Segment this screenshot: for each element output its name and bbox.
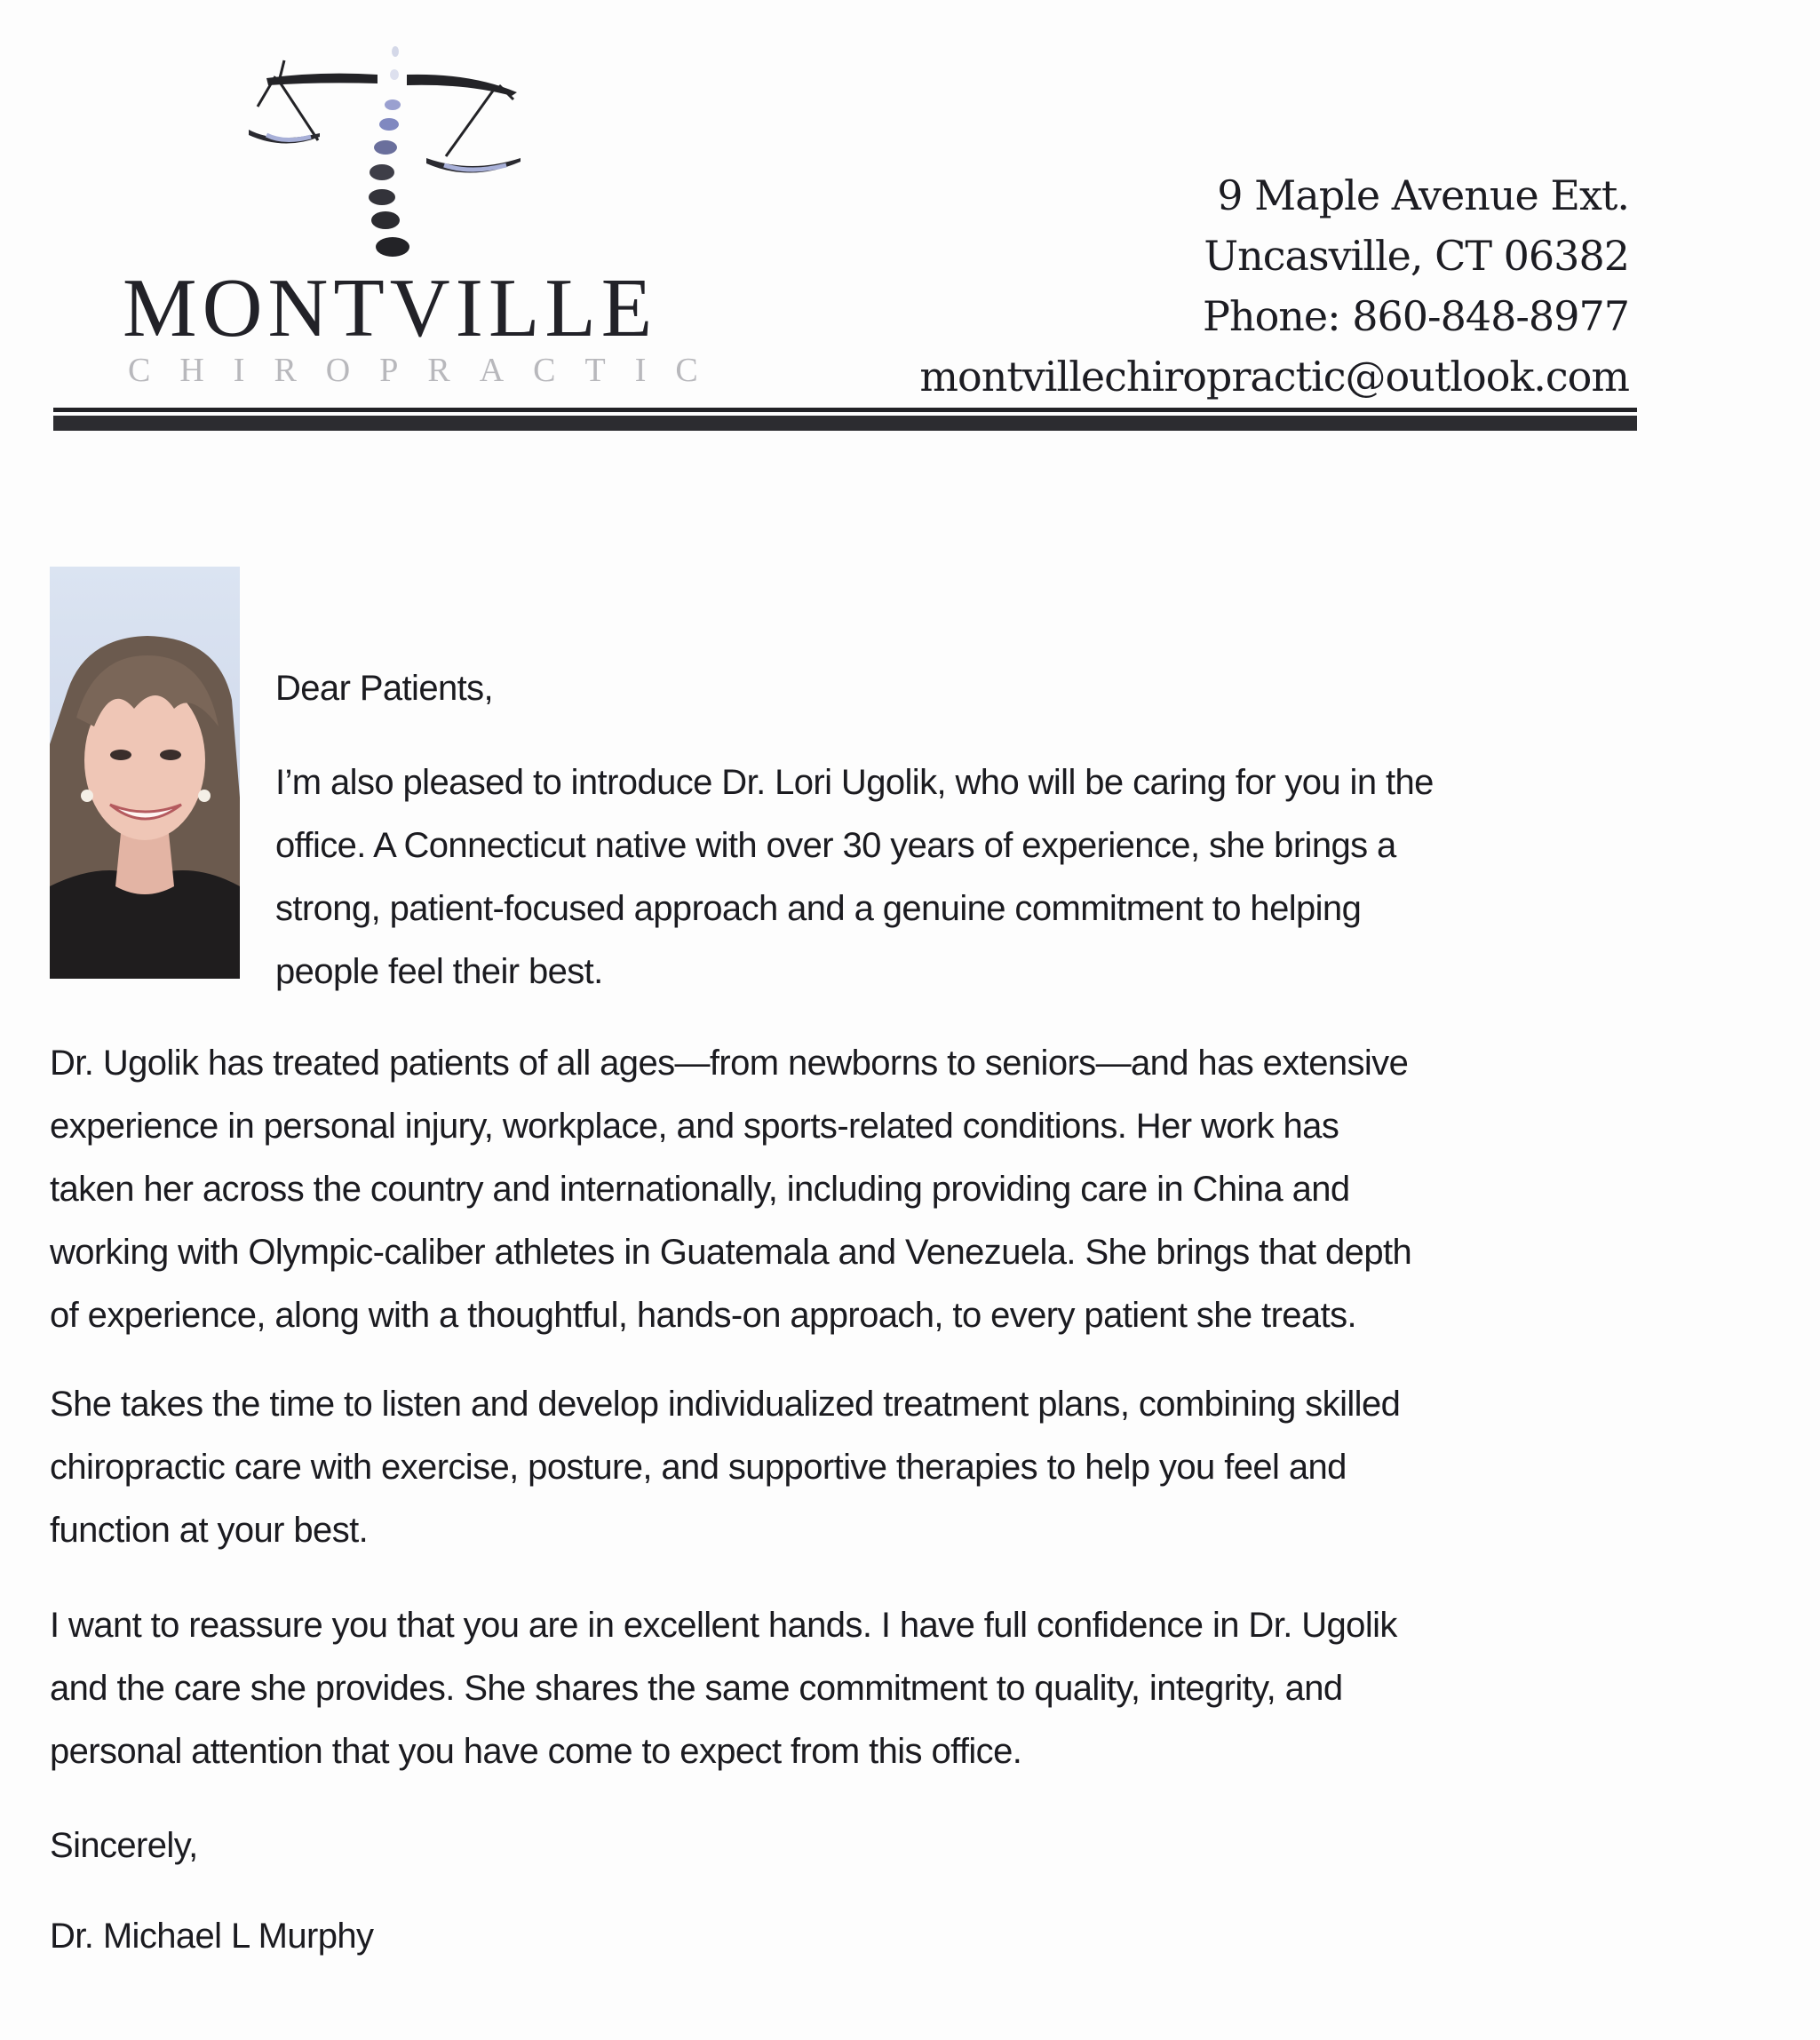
letter-paragraph-4 — [50, 1594, 1397, 1783]
logo-name: MONTVILLE — [123, 262, 658, 354]
letter-paragraph-3 — [50, 1373, 1400, 1562]
logo-subtitle: CHIROPRACTIC — [128, 352, 727, 389]
paragraph-line: taken her across the country and internationally, including providing care in China and — [50, 1170, 1350, 1209]
letter-paragraph-1 — [275, 751, 1434, 1004]
header-divider-thin — [53, 408, 1637, 412]
street-address: 9 Maple Avenue Ext. — [1217, 171, 1629, 219]
paragraph-line: I’m also pleased to introduce Dr. Lori Ugolik, who will be caring for you in the — [275, 763, 1434, 802]
paragraph-line: of experience, along with a thoughtful, hands-on approach, to every patient she treats. — [50, 1296, 1357, 1335]
letter-greeting: Dear Patients, — [275, 669, 494, 708]
letter-closing: Sincerely, — [50, 1826, 198, 1865]
paragraph-line: Dr. Ugolik has treated patients of all ages—from newborns to seniors—and has extensive — [50, 1044, 1409, 1083]
paragraph-line: working with Olympic-caliber athletes in Guatemala and Venezuela. She brings that depth — [50, 1233, 1412, 1272]
paragraph-line: personal attention that you have come to expect from this office. — [50, 1732, 1022, 1771]
email-address: montvillechiropractic@outlook.com — [919, 353, 1629, 401]
paragraph-line: I want to reassure you that you are in excellent hands. I have full confidence in Dr. Ugolik — [50, 1606, 1397, 1645]
paragraph-line: function at your best. — [50, 1511, 369, 1550]
header-divider-thick — [53, 416, 1637, 431]
paragraph-line: strong, patient-focused approach and a genuine commitment to helping — [275, 889, 1362, 928]
letter-paragraph-2 — [50, 1032, 1411, 1347]
letterhead — [0, 0, 1820, 444]
paragraph-line: people feel their best. — [275, 952, 603, 991]
portrait-illustration — [50, 567, 240, 979]
paragraph-line: and the care she provides. She shares the same commitment to quality, integrity, and — [50, 1669, 1343, 1708]
city-state-zip: Uncasville, CT 06382 — [1204, 232, 1629, 280]
address-block — [919, 165, 1629, 407]
doctor-portrait-photo — [50, 567, 240, 979]
scales-spine-icon — [249, 36, 551, 266]
paragraph-line: She takes the time to listen and develop individualized treatment plans, combining skilled — [50, 1385, 1401, 1424]
paragraph-line: experience in personal injury, workplace, and sports-related conditions. Her work has — [50, 1107, 1339, 1146]
paragraph-line: chiropractic care with exercise, posture, and supportive therapies to help you feel and — [50, 1448, 1347, 1487]
paragraph-line: office. A Connecticut native with over 30 years of experience, she brings a — [275, 826, 1396, 865]
phone-number: Phone: 860-848-8977 — [1203, 292, 1629, 340]
letter-signature: Dr. Michael L Murphy — [50, 1917, 374, 1956]
